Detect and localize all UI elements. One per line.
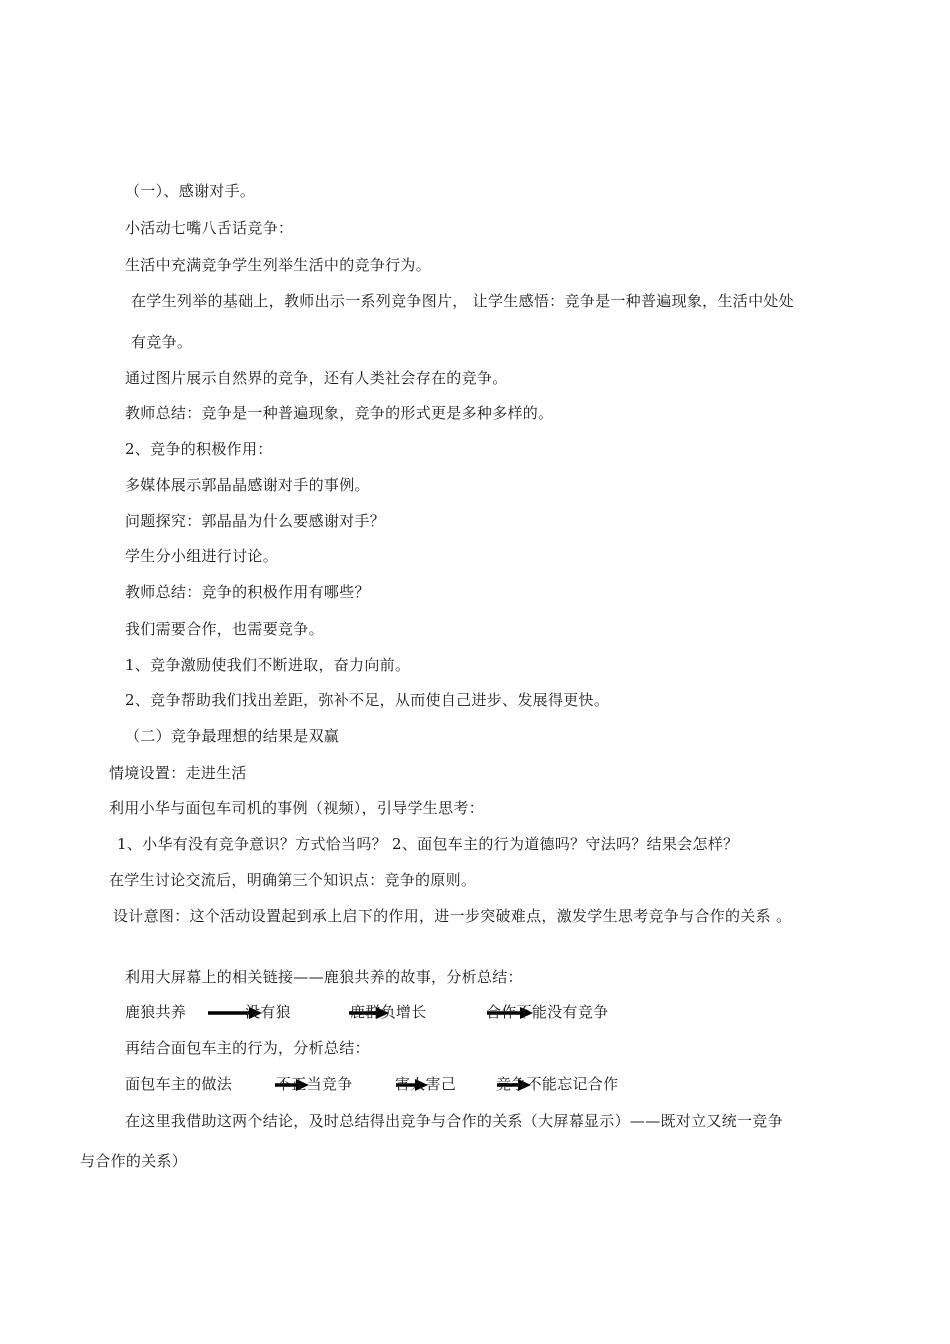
paragraph-line: 通过图片展示自然界的竞争，还有人类社会存在的竞争。 <box>125 369 508 387</box>
question-line: 1、小华有没有竞争意识？方式恰当吗？ 2、面包车主的行为道德吗？守法吗？结果会怎样？ <box>117 835 739 853</box>
paragraph-line: 小活动七嘴八舌话竞争： <box>125 219 294 237</box>
closing-line-2: 与合作的关系） <box>80 1152 188 1170</box>
flow2-step-3: 害人害己 <box>395 1075 457 1093</box>
flow1-step-1: 鹿狼共养 <box>125 1003 187 1021</box>
section-heading-2: 2、竞争的积极作用： <box>125 440 273 458</box>
paragraph-line: 教师总结：竞争的积极作用有哪些？ <box>125 583 370 601</box>
paragraph-line: 在学生讨论交流后，明确第三个知识点：竞争的原则。 <box>109 871 477 889</box>
closing-line-1: 在这里我借助这两个结论，及时总结得出竞争与合作的关系（大屏幕显示）——既对立又统一竞争 <box>125 1112 783 1130</box>
paragraph-line: 利用大屏幕上的相关链接——鹿狼共养的故事，分析总结： <box>125 968 523 986</box>
paragraph-line: 教师总结：竞争是一种普遍现象，竞争的形式更是多种多样的。 <box>125 404 554 422</box>
paragraph-line: 再结合面包车主的行为，分析总结： <box>125 1039 370 1057</box>
paragraph-line: 生活中充满竞争学生列举生活中的竞争行为。 <box>125 256 432 274</box>
list-item: 2、竞争帮助我们找出差距，弥补不足，从而使自己进步、发展得更快。 <box>125 691 610 709</box>
flow2-step-4: 竞争不能忘记合作 <box>496 1075 619 1093</box>
list-item: 1、竞争激励使我们不断进取，奋力向前。 <box>125 656 411 674</box>
design-intent-line: 设计意图：这个活动设置起到承上启下的作用，进一步突破难点，激发学生思考竞争与合作的关系 。 <box>113 907 792 925</box>
section-heading-3: （二）竞争最理想的结果是双赢 <box>125 727 340 745</box>
flow2-step-2: 不正当竞争 <box>276 1075 353 1093</box>
flow1-step-3: 鹿群负增长 <box>350 1003 427 1021</box>
paragraph-line: 情境设置：走进生活 <box>109 764 247 782</box>
flow2-step-1: 面包车主的做法 <box>125 1075 233 1093</box>
paragraph-line: 在学生列举的基础上，教师出示一系列竞争图片， 让学生感悟：竞争是一种普遍现象，生活中处处 <box>131 292 794 310</box>
flow1-step-4: 合作不能没有竞争 <box>486 1003 609 1021</box>
paragraph-line: 问题探究：郭晶晶为什么要感谢对手？ <box>125 512 386 530</box>
section-heading-1: （一）、感谢对手。 <box>125 182 256 200</box>
paragraph-line: 学生分小组进行讨论。 <box>125 547 279 565</box>
paragraph-line: 我们需要合作，也需要竞争。 <box>125 620 324 638</box>
paragraph-line: 多媒体展示郭晶晶感谢对手的事例。 <box>125 476 370 494</box>
paragraph-line: 利用小华与面包车司机的事例（视频），引导学生思考： <box>109 799 485 817</box>
flow1-step-2: 没有狼 <box>245 1003 291 1021</box>
paragraph-line: 有竞争。 <box>131 333 193 351</box>
